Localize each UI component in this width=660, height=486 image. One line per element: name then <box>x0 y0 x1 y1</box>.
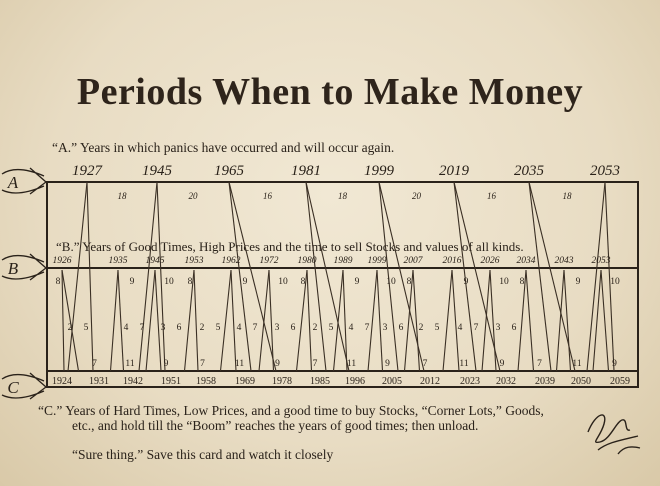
b-top-number: 8 <box>519 277 525 287</box>
b-mid-number: 3 <box>382 323 388 333</box>
b-year-label: 2016 <box>442 256 462 266</box>
a-year-label: 2019 <box>439 163 469 179</box>
c-year-label: 1978 <box>272 376 292 387</box>
a-interval-label: 18 <box>117 191 127 201</box>
b-mid-number: 2 <box>312 323 318 333</box>
b-cycle-line <box>221 270 232 371</box>
b-top-number: 9 <box>129 277 135 287</box>
b-year-label: 1999 <box>367 256 387 266</box>
b-cycle-line <box>111 270 119 371</box>
b-bottom-number: 11 <box>572 359 582 369</box>
b-bottom-number: 11 <box>125 359 135 369</box>
a-cycle-line <box>529 182 575 371</box>
b-mid-number: 5 <box>434 323 440 333</box>
b-mid-number: 2 <box>418 323 424 333</box>
b-mid-number: 5 <box>83 323 89 333</box>
b-bottom-number: 11 <box>459 359 469 369</box>
b-cycle-line <box>307 270 312 371</box>
b-top-number: 10 <box>164 277 174 287</box>
b-cycle-line <box>194 270 198 371</box>
b-mid-number: 7 <box>252 323 258 333</box>
signature-mark <box>578 392 648 462</box>
b-year-label: 1953 <box>184 256 204 266</box>
b-cycle-line <box>593 270 601 371</box>
b-cycle-line <box>62 270 64 371</box>
b-cycle-line <box>368 270 377 371</box>
a-cycle-line <box>68 182 87 371</box>
b-cycle-line <box>334 270 344 371</box>
b-mid-number: 3 <box>274 323 280 333</box>
b-bottom-number: 7 <box>537 359 542 369</box>
b-cycle-line <box>62 270 79 371</box>
a-interval-label: 20 <box>188 191 198 201</box>
b-bottom-number: 11 <box>234 359 245 369</box>
a-interval-label: 16 <box>263 191 272 201</box>
a-description: “A.” Years in which panics have occurred and will occur again. <box>52 140 395 155</box>
b-year-label: 1945 <box>145 256 165 266</box>
b-top-number: 9 <box>463 277 469 287</box>
a-cycle-line <box>587 182 605 371</box>
b-year-label: 1935 <box>108 256 128 266</box>
b-top-number: 10 <box>610 277 620 287</box>
b-bottom-number: 7 <box>312 359 318 369</box>
row-marker-label: C <box>7 378 19 397</box>
b-cycle-line <box>259 270 269 371</box>
b-top-number: 8 <box>187 277 193 287</box>
c-year-label: 2032 <box>496 376 516 387</box>
b-description: “B.” Years of Good Times, High Prices and the time to sell Stocks and values of all kinds. <box>56 239 524 254</box>
b-year-label: 1980 <box>297 256 317 266</box>
footer-note: “Sure thing.” Save this card and watch it closely <box>72 447 334 462</box>
a-cycle-line <box>306 182 326 371</box>
a-interval-label: 20 <box>412 191 421 201</box>
c-year-label: 1924 <box>52 376 72 387</box>
b-mid-number: 4 <box>348 323 354 333</box>
b-top-number: 10 <box>386 277 396 287</box>
b-bottom-number: 9 <box>612 359 617 369</box>
row-marker-label: B <box>7 259 19 278</box>
b-year-label: 1989 <box>333 256 353 266</box>
c-year-label: 2023 <box>460 376 480 387</box>
b-year-label: 2034 <box>516 256 536 266</box>
b-year-label: 1926 <box>52 256 72 266</box>
b-mid-number: 2 <box>199 323 205 333</box>
b-cycle-line <box>155 270 161 371</box>
c-year-label: 2050 <box>571 376 591 387</box>
a-cycle-line <box>454 182 500 371</box>
c-year-label: 1958 <box>196 376 216 387</box>
b-top-number: 8 <box>300 277 306 287</box>
b-year-label: 1962 <box>221 256 241 266</box>
b-top-number: 9 <box>354 277 360 287</box>
b-cycle-line <box>118 270 124 371</box>
c-description-1: “C.” Years of Hard Times, Low Prices, and a good time to buy Stocks, “Corner Lots,” Goods, <box>38 403 544 418</box>
b-mid-number: 4 <box>123 323 129 333</box>
b-year-label: 2043 <box>554 256 574 266</box>
b-cycle-line <box>452 270 459 371</box>
b-bottom-number: 7 <box>422 359 428 369</box>
c-year-label: 1951 <box>161 376 181 387</box>
b-cycle-line <box>482 270 490 371</box>
a-interval-label: 18 <box>338 191 347 201</box>
a-year-label: 2053 <box>590 163 620 179</box>
b-bottom-number: 9 <box>499 359 505 369</box>
a-year-label: 1945 <box>142 163 172 179</box>
b-mid-number: 3 <box>160 323 166 333</box>
b-cycle-line <box>377 270 383 371</box>
b-cycle-line <box>564 270 571 371</box>
b-cycle-line <box>231 270 236 371</box>
a-year-label: 1999 <box>364 163 394 179</box>
b-top-number: 9 <box>575 277 581 287</box>
b-year-label: 1972 <box>259 256 279 266</box>
b-top-number: 10 <box>278 277 288 287</box>
b-mid-number: 4 <box>236 323 242 333</box>
b-cycle-line <box>490 270 496 371</box>
b-cycle-line <box>413 270 420 371</box>
b-cycle-line <box>443 270 452 371</box>
b-top-number: 10 <box>499 277 509 287</box>
c-description-2: etc., and hold till the “Boom” reaches the years of good times; then unload. <box>72 418 479 433</box>
b-top-number: 9 <box>242 277 248 287</box>
c-year-label: 2005 <box>382 376 402 387</box>
c-year-label: 1985 <box>310 376 330 387</box>
b-mid-number: 7 <box>473 323 479 333</box>
b-bottom-number: 7 <box>200 359 205 369</box>
b-mid-number: 6 <box>398 323 404 333</box>
b-mid-number: 6 <box>290 323 296 333</box>
b-year-label: 2026 <box>480 256 500 266</box>
b-mid-number: 5 <box>215 323 221 333</box>
b-mid-number: 6 <box>511 323 517 333</box>
b-top-number: 8 <box>55 277 61 287</box>
a-cycle-line <box>229 182 251 371</box>
b-cycle-line <box>526 270 534 371</box>
c-year-label: 1996 <box>345 376 365 387</box>
a-year-label: 1927 <box>72 163 102 179</box>
a-year-label: 1981 <box>291 163 321 179</box>
a-interval-label: 18 <box>562 191 572 201</box>
b-top-number: 8 <box>406 277 412 287</box>
b-bottom-number: 9 <box>385 359 390 369</box>
b-mid-number: 4 <box>457 323 463 333</box>
b-mid-number: 2 <box>67 323 73 333</box>
b-bottom-number: 9 <box>163 359 169 369</box>
b-mid-number: 7 <box>139 323 145 333</box>
a-interval-label: 16 <box>487 191 496 201</box>
b-year-label: 2053 <box>591 256 611 266</box>
c-year-label: 1969 <box>235 376 255 387</box>
a-year-label: 2035 <box>514 163 544 179</box>
a-cycle-line <box>87 182 93 371</box>
b-mid-number: 6 <box>176 323 182 333</box>
page-title: Periods When to Make Money <box>76 71 584 113</box>
b-bottom-number: 9 <box>275 359 280 369</box>
a-year-label: 1965 <box>214 163 244 179</box>
c-year-label: 1942 <box>123 376 143 387</box>
b-mid-number: 7 <box>364 323 370 333</box>
c-year-label: 2012 <box>420 376 440 387</box>
a-cycle-line <box>529 182 551 371</box>
c-year-label: 2059 <box>610 376 630 387</box>
b-bottom-number: 7 <box>92 359 97 369</box>
b-mid-number: 5 <box>328 323 334 333</box>
b-cycle-line <box>601 270 609 371</box>
c-year-label: 1931 <box>89 376 109 387</box>
b-bottom-number: 11 <box>346 359 357 369</box>
b-year-label: 2007 <box>403 256 423 266</box>
b-mid-number: 3 <box>495 323 501 333</box>
c-year-label: 2039 <box>535 376 555 387</box>
row-marker-label: A <box>7 173 19 192</box>
b-cycle-line <box>269 270 274 371</box>
